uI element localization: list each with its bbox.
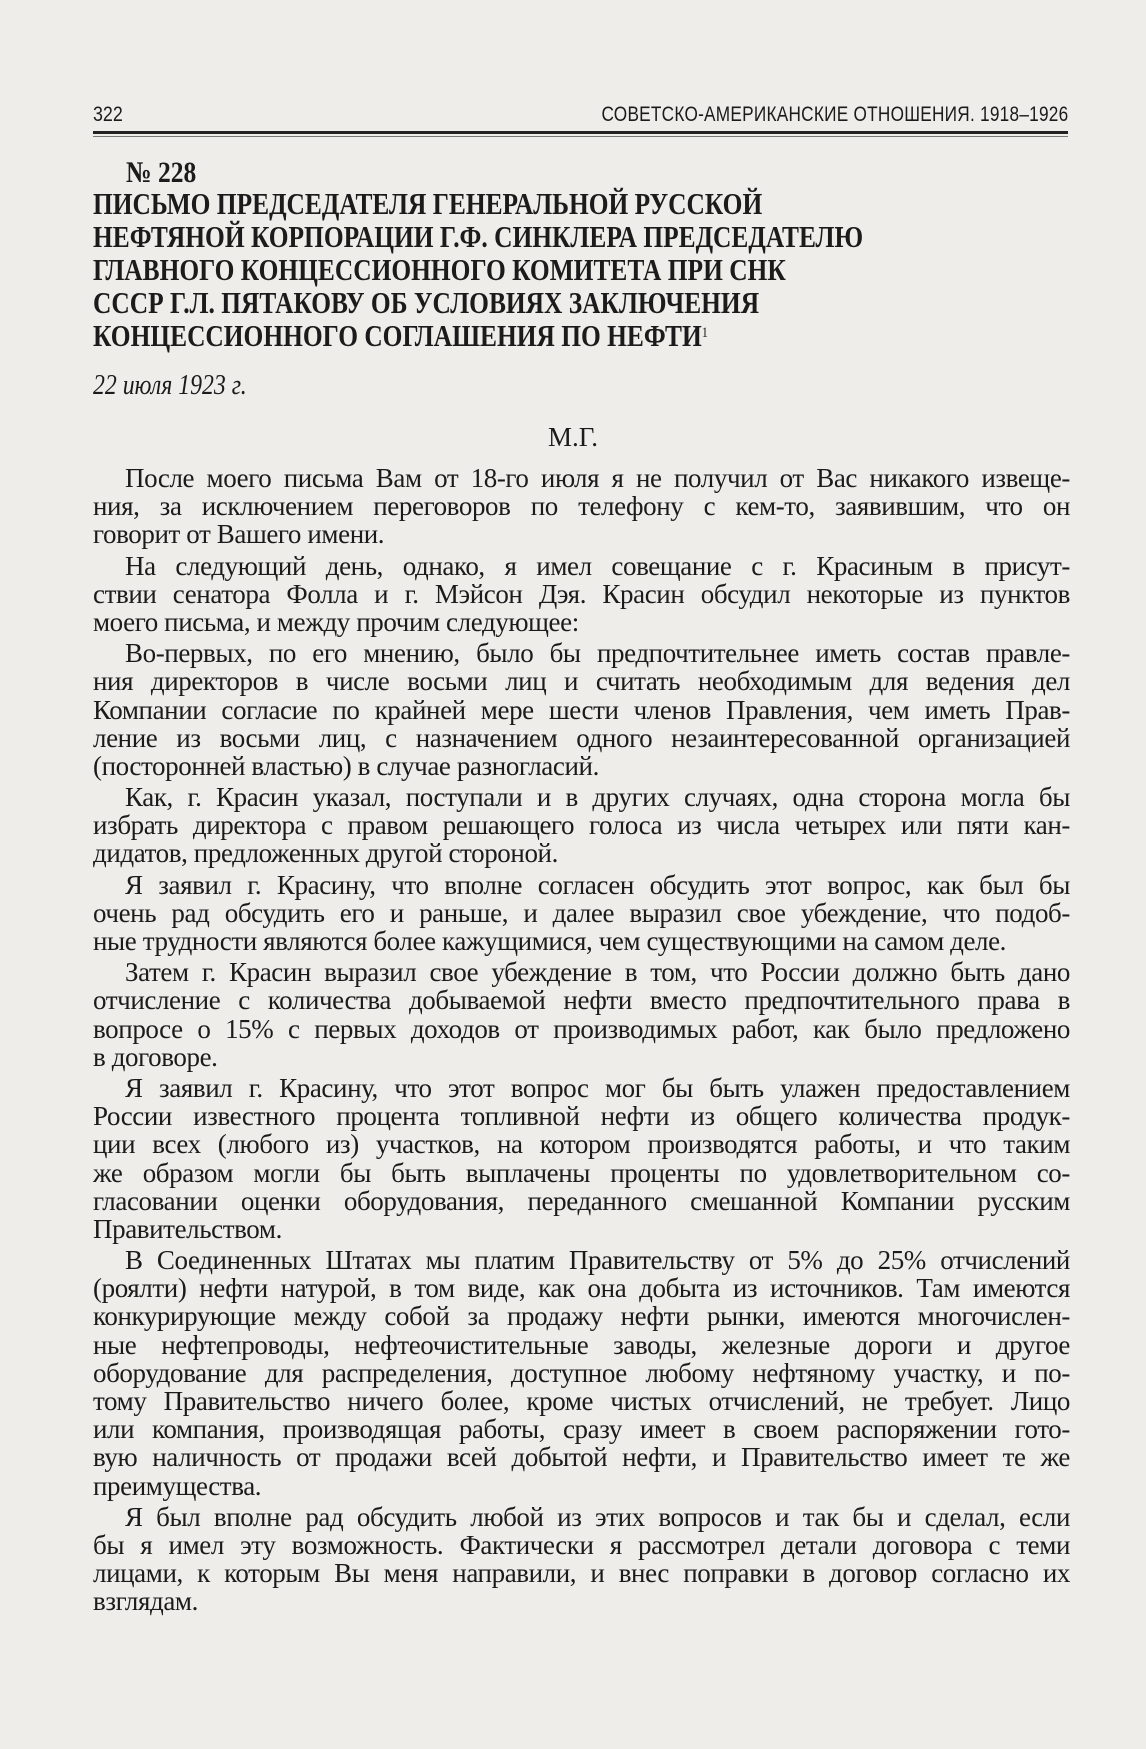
paragraph-line: вую наличность от продажи всей добытой нефти, и Правительство имеет те же: [93, 1442, 1070, 1473]
paragraph-line: говорит от Вашего имени.: [93, 519, 385, 550]
letter-body: [93, 464, 1070, 1619]
paragraph-line: Я заявил г. Красину, что этот вопрос мог бы быть улажен предоставлением: [125, 1072, 1070, 1103]
title-line: ПИСЬМО ПРЕДСЕДАТЕЛЯ ГЕНЕРАЛЬНОЙ РУССКОЙ: [93, 186, 763, 221]
paragraph-line: в договоре.: [93, 1041, 218, 1072]
salutation: М.Г.: [547, 422, 599, 452]
paragraph-line: избрать директора с правом решающего голоса из числа четырех или пяти кан-: [93, 810, 1070, 841]
paragraph-line: На следующий день, однако, я имел совещание с г. Красиным в присут-: [125, 550, 1070, 581]
paragraph-line: моего письма, и между прочим следующее:: [93, 606, 579, 637]
paragraph-line: Во-первых, по его мнению, было бы предпочтительнее иметь состав правле-: [125, 638, 1070, 669]
paragraph-line: же образом могли бы быть выплачены проценты по удовлетворительном со-: [93, 1157, 1070, 1188]
paragraph: [93, 958, 1070, 1071]
document-title: [93, 187, 863, 352]
running-header: [93, 103, 1068, 129]
paragraph-line: Компании согласие по крайней мере шести членов Правления, чем иметь Прав-: [93, 694, 1070, 725]
footnote-mark: 1: [701, 325, 708, 341]
paragraph-line: гласовании оценки оборудования, переданного смешанной Компании русским: [93, 1185, 1070, 1216]
document-date: 22 июля 1923 г.: [93, 370, 247, 401]
paragraph-line: вопросе о 15% с первых доходов от производимых работ, как было предложено: [93, 1013, 1070, 1044]
paragraph: [93, 639, 1070, 780]
paragraph: [93, 1074, 1070, 1243]
header-rule-thin: [93, 136, 1068, 137]
title-line: СССР Г.Л. ПЯТАКОВУ ОБ УСЛОВИЯХ ЗАКЛЮЧЕНИЯ: [93, 285, 760, 320]
paragraph: [93, 1503, 1070, 1616]
paragraph: [93, 783, 1070, 868]
paragraph-line: Я заявил г. Красину, что вполне согласен обсудить этот вопрос, как был бы: [125, 869, 1070, 900]
paragraph: [93, 552, 1070, 637]
paragraph-line: ния, за исключением переговоров по телефону с кем-то, заявившим, что он: [93, 491, 1070, 522]
paragraph-line: ные трудности являются более кажущимися, чем существующими на самом деле.: [93, 926, 1007, 956]
paragraph-line: или компания, производящая работы, сразу имеет в своем распоряжении гото-: [93, 1414, 1070, 1445]
paragraph-line: После моего письма Вам от 18-го июля я не получил от Вас никакого извеще-: [125, 463, 1070, 493]
paragraph: [93, 1246, 1070, 1500]
paragraph-line: ные нефтепроводы, нефтеочистительные заводы, железные дороги и другое: [93, 1329, 1070, 1360]
title-line: ГЛАВНОГО КОНЦЕССИОННОГО КОМИТЕТА ПРИ СНК: [93, 252, 786, 287]
running-title: СОВЕТСКО-АМЕРИКАНСКИЕ ОТНОШЕНИЯ. 1918–1926: [601, 103, 1068, 126]
paragraph-line: дидатов, предложенных другой стороной.: [93, 838, 558, 869]
paragraph-line: очень рад обсудить его и раньше, и далее выразил свое убеждение, что подоб-: [93, 897, 1070, 928]
paragraph-line: В Соединенных Штатах мы платим Правительству от 5% до 25% отчислений: [125, 1245, 1070, 1276]
paragraph-line: ции всех (любого из) участков, на котором производятся работы, и что таким: [93, 1129, 1070, 1160]
paragraph-line: Затем г. Красин выразил свое убеждение в том, что России должно быть дано: [125, 957, 1070, 988]
paragraph-line: оборудование для распределения, доступное любому нефтяному участку, и по-: [93, 1357, 1070, 1388]
paragraph-line: лицами, к которым Вы меня направили, и внес поправки в договор согласно их: [93, 1558, 1070, 1589]
paragraph: [93, 464, 1070, 549]
paragraph-line: ление из восьми лиц, с назначением одного незаинтересованной организацией: [93, 722, 1070, 753]
paragraph-line: (роялти) нефти натурой, в том виде, как она добыта из источников. Там имеются: [93, 1273, 1070, 1304]
paragraph-line: Правительством.: [93, 1213, 282, 1244]
paragraph: [93, 871, 1070, 956]
paragraph-line: ния директоров в числе восьми лиц и считать необходимым для ведения дел: [93, 666, 1070, 697]
header-rule: [93, 131, 1068, 134]
paragraph-line: Как, г. Красин указал, поступали и в других случаях, одна сторона могла бы: [125, 782, 1070, 813]
paragraph-line: преимущества.: [93, 1470, 262, 1501]
title-line: НЕФТЯНОЙ КОРПОРАЦИИ Г.Ф. СИНКЛЕРА ПРЕДСЕДАТЕЛЮ: [93, 219, 864, 254]
paragraph-line: бы я имел эту возможность. Фактически я рассмотрел детали договора с теми: [93, 1529, 1070, 1560]
title-line: КОНЦЕССИОННОГО СОГЛАШЕНИЯ ПО НЕФТИ: [93, 318, 702, 353]
paragraph-line: взглядам.: [93, 1586, 198, 1617]
document-number: № 228: [126, 156, 197, 189]
paragraph-line: отчисление с количества добываемой нефти вместо предпочтительного права в: [93, 985, 1070, 1016]
paragraph-line: тому Правительство ничего более, кроме чистых отчислений, не требует. Лицо: [93, 1386, 1070, 1416]
paragraph-line: (посторонней властью) в случае разногласий.: [93, 750, 599, 781]
paragraph-line: Я был вполне рад обсудить любой из этих вопросов и так бы и сделал, если: [125, 1501, 1070, 1532]
paragraph-line: конкурирующие между собой за продажу нефти рынки, имеются многочислен-: [93, 1301, 1070, 1332]
paragraph-line: ствии сенатора Фолла и г. Мэйсон Дэя. Красин обсудил некоторые из пунктов: [93, 578, 1070, 609]
title-line-last: [93, 319, 863, 352]
page-number: 322: [93, 103, 123, 126]
paragraph-line: России известного процента топливной нефти из общего количества продук-: [93, 1101, 1070, 1132]
